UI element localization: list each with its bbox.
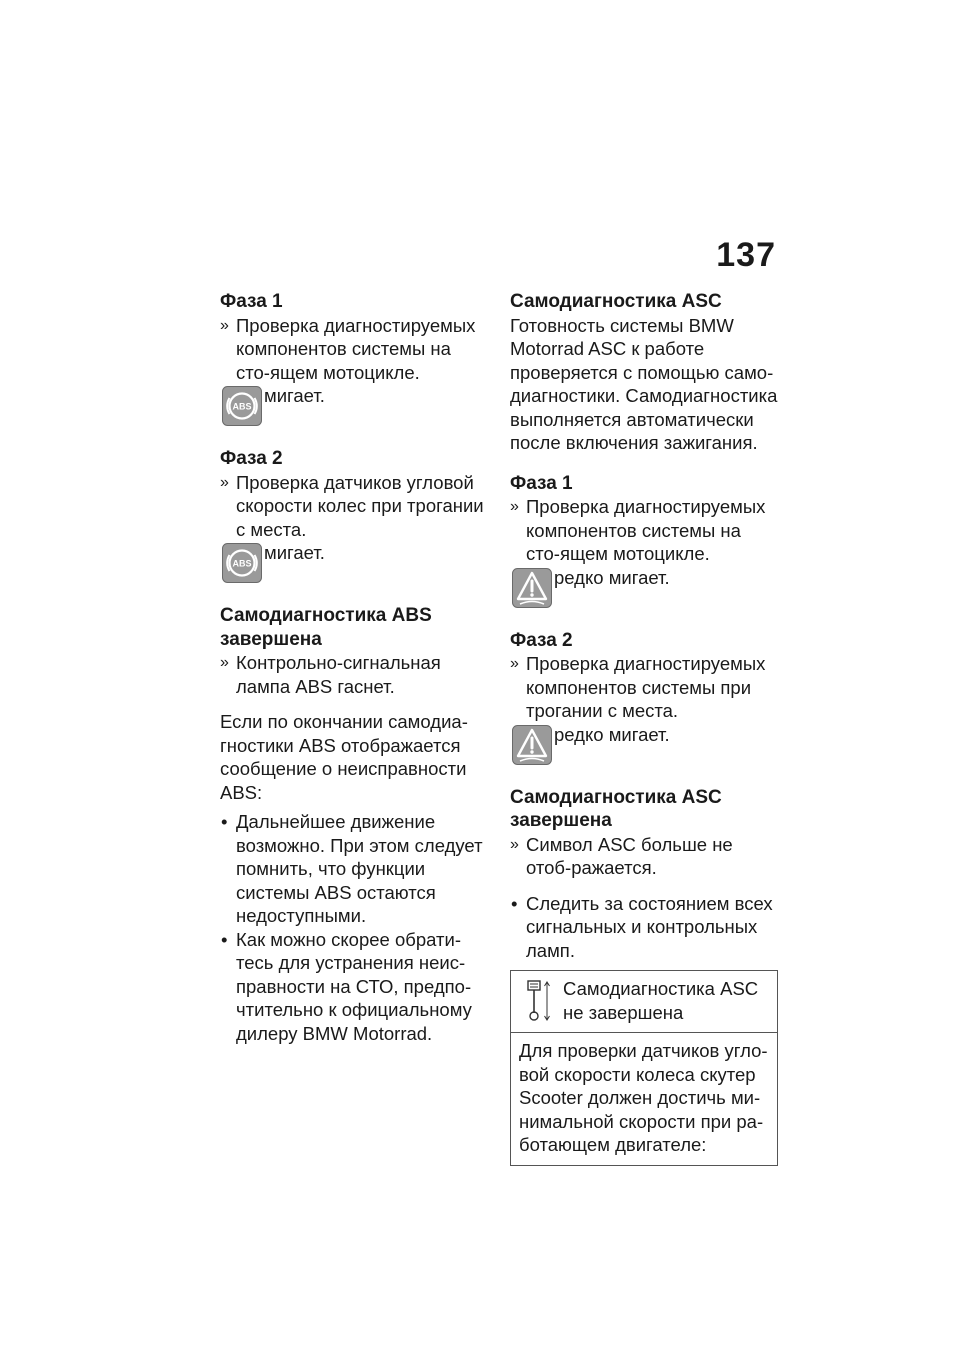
abs-warning-icon (222, 386, 262, 426)
abs-phase2-heading: Фаза 2 (220, 448, 283, 469)
abs-phase2-status-text: мигает. (264, 542, 325, 563)
technical-spec-icon (525, 979, 553, 1023)
abs-phase1-status-text: мигает. (264, 385, 325, 406)
abs-complete-heading: Самодиагностика ABS завершена (220, 605, 432, 650)
asc-note-body: Для проверки датчиков угло-вой скорости колеса скутер Scooter должен достичь ми-нимальной скорости при ра-ботающем двигателе: (519, 1040, 768, 1155)
asc-phase1-status (510, 566, 778, 612)
asc-phase2-status (510, 723, 778, 769)
asc-complete-heading: Самодиагностика ASC завершена (510, 786, 722, 831)
asc-phase2-step: » Проверка диагностируемых компонентов системы при трогании с места. (510, 652, 778, 723)
asc-note-box (510, 970, 778, 1166)
svg-text:ABS: ABS (232, 401, 252, 412)
asc-warning-icon (512, 725, 552, 765)
abs-phase2-step: » Проверка датчиков угловой скорости колес при трогании с места. (220, 471, 488, 542)
left-column (220, 290, 488, 1062)
abs-phase1-heading: Фаза 1 (220, 291, 283, 312)
abs-phase1-status (220, 384, 488, 430)
abs-complete-section (220, 604, 488, 1045)
asc-check-bullet: • Следить за состоянием всех сигнальных и контрольных ламп. (510, 892, 778, 963)
asc-intro-paragraph: Готовность системы BMW Motorrad ASC к работе проверяется с помощью само-диагностики. Самодиагностика выполняется автоматически после включения зажигания. (510, 314, 778, 453)
asc-intro-section (510, 290, 778, 455)
abs-phase1-step: » Проверка диагностируемых компонентов системы на сто-ящем мотоцикле. (220, 314, 488, 385)
asc-intro-heading: Самодиагностика ASC (510, 291, 722, 312)
abs-phase1-section (220, 290, 488, 430)
asc-phase1-section (510, 472, 778, 612)
right-column (510, 290, 778, 1166)
asc-complete-step: » Символ ASC больше не отоб-ражается. (510, 833, 778, 880)
asc-note-title: Самодиагностика ASC не завершена (563, 978, 759, 1023)
abs-fault-bullet-2: • Как можно скорее обрати-тесь для устранения неис-правности на СТО, предпо-чтительно к официальному дилеру BMW Motorrad. (220, 928, 488, 1046)
asc-warning-icon (512, 568, 552, 608)
abs-fault-paragraph: Если по окончании самодиа-гностики ABS отображается сообщение о неисправности ABS: (220, 711, 468, 803)
asc-phase1-step: » Проверка диагностируемых компонентов системы на сто-ящем мотоцикле. (510, 495, 778, 566)
asc-complete-section (510, 786, 778, 963)
asc-phase2-status-text: редко мигает. (554, 723, 670, 745)
asc-phase1-status-text: редко мигает. (554, 566, 670, 588)
svg-text:ABS: ABS (232, 558, 252, 569)
asc-phase2-heading: Фаза 2 (510, 629, 573, 651)
page-number: 137 (716, 236, 776, 274)
abs-phase2-status (220, 541, 488, 587)
abs-complete-step: » Контрольно-сигнальная лампа ABS гаснет. (220, 651, 488, 698)
abs-warning-icon (222, 543, 262, 583)
abs-phase2-section (220, 447, 488, 587)
asc-note-header (511, 971, 777, 1033)
asc-phase1-heading: Фаза 1 (510, 472, 573, 494)
abs-fault-bullet-1: • Дальнейшее движение возможно. При этом следует помнить, что функции системы ABS остаются недоступными. (220, 810, 488, 928)
asc-phase2-section (510, 629, 778, 769)
